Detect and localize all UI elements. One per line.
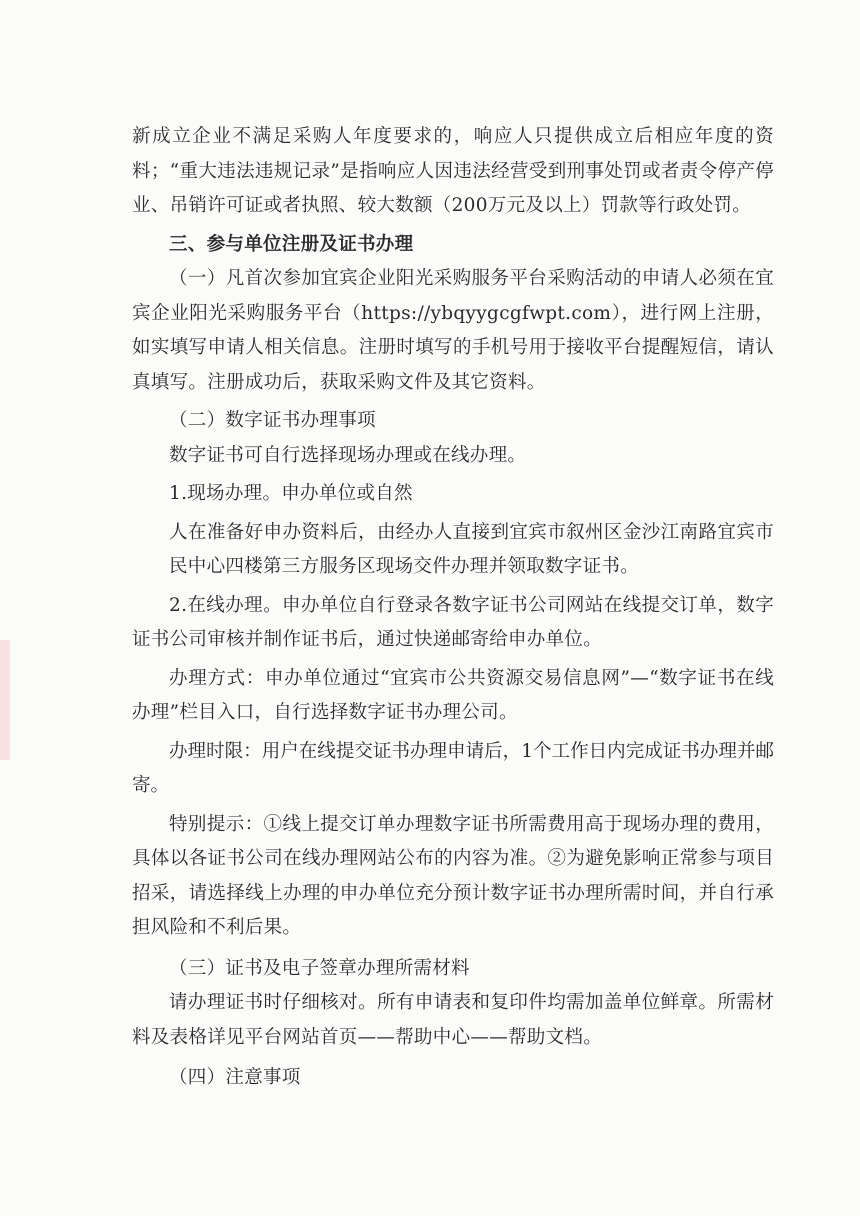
paragraph-sub1: （一）凡首次参加宜宾企业阳光采购服务平台采购活动的申请人必须在宜宾企业阳光采购服务平台（https://ybqyygcgfwpt.com），进行网上注册，如实填写申请人相关信息。注册时填写的手机号用于接收平台提醒短信，请认真填写。注册成功后，获取采购文件及其它资料。 (132, 268, 774, 393)
paragraph-item1-cont: 人在准备好申办资料后，由经办人直接到宜宾市叙州区金沙江南路宜宾市民中心四楼第三方服务区现场交件办理并领取数字证书。 (169, 521, 774, 577)
paragraph-special-tip: 特别提示：①线上提交订单办理数字证书所需费用高于现场办理的费用，具体以各证书公司在线办理网站公布的内容为准。②为避免影响正常参与项目招采，请选择线上办理的申办单位充分预计数字证书办理所需时间，并自行承担风险和不利后果。 (132, 813, 774, 938)
paragraph-sub2-desc: 数字证书可自行选择现场办理或在线办理。 (169, 444, 527, 466)
paragraph-time: 办理时限：用户在线提交证书办理申请后，1个工作日内完成证书办理并邮寄。 (132, 740, 774, 796)
subheading-sub2: （二）数字证书办理事项 (169, 410, 376, 431)
subheading-sub4: （四）注意事项 (169, 1067, 301, 1088)
paragraph-intro-continuation: 新成立企业不满足采购人年度要求的，响应人只提供成立后相应年度的资料；“重大违法违规记录”是指响应人因违法经营受到刑事处罚或者责令停产停业、吊销许可证或者执照、较大数额（200万元及以上）罚款等行政处罚。 (132, 126, 774, 216)
paragraph-sub3-desc: 请办理证书时仔细核对。所有申请表和复印件均需加盖单位鲜章。所需材料及表格详见平台网站首页——帮助中心——帮助文档。 (132, 992, 774, 1048)
paragraph-item2: 2.在线办理。申办单位自行登录各数字证书公司网站在线提交订单，数字证书公司审核并制作证书后，通过快递邮寄给申办单位。 (132, 594, 774, 650)
paragraph-method: 办理方式：申办单位通过“宜宾市公共资源交易信息网”—“数字证书在线办理”栏目入口，自行选择数字证书办理公司。 (132, 667, 774, 723)
subheading-sub3: （三）证书及电子签章办理所需材料 (169, 957, 470, 979)
section-heading-3: 三、参与单位注册及证书办理 (169, 233, 414, 255)
paragraph-item1: 1.现场办理。申办单位或自然 (169, 483, 413, 504)
scan-artifact-mark (0, 640, 10, 760)
